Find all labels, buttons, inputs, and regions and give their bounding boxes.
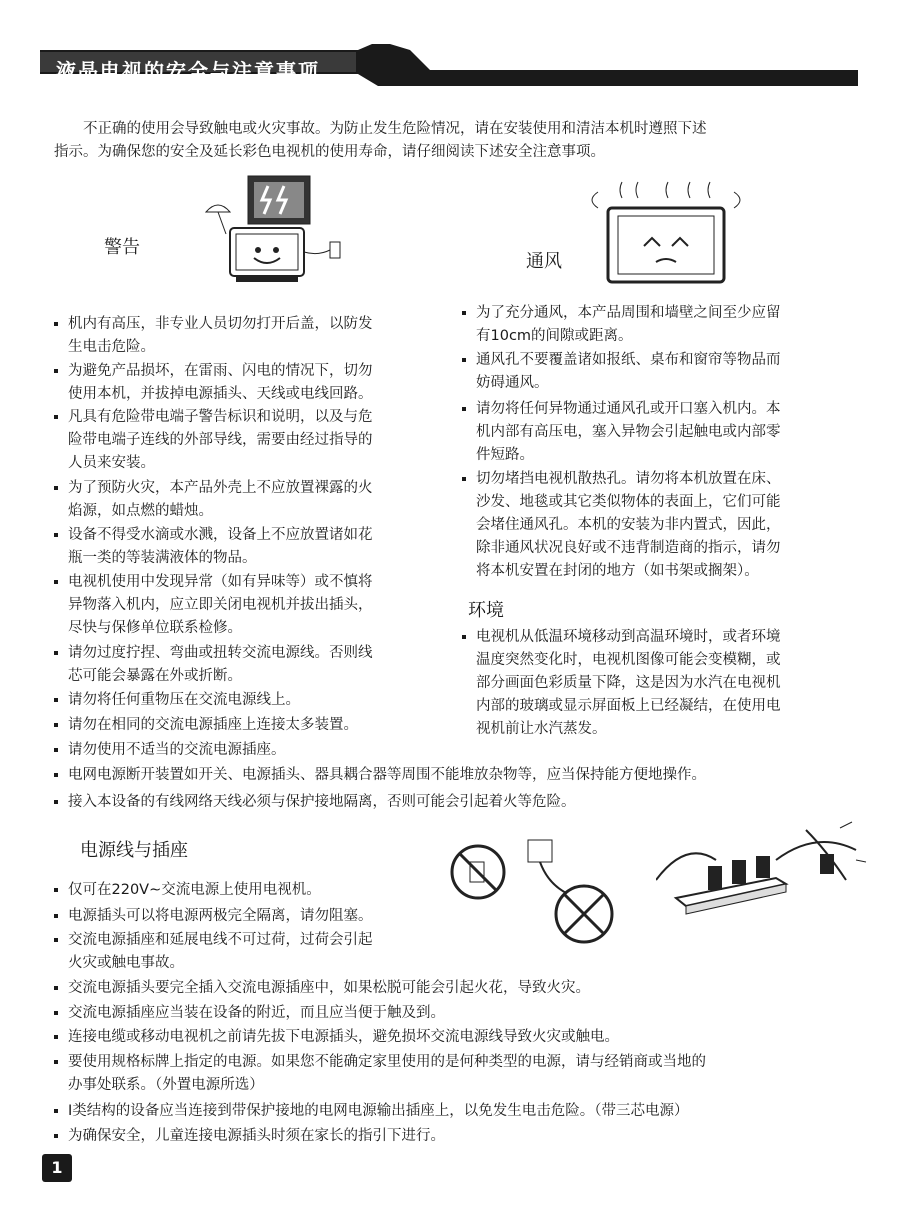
warning-item [54,477,373,523]
tv-lightning-illustration [196,172,348,290]
item-line: 交流电源插座应当装在设备的附近，而且应当便于触及到。 [68,1005,445,1021]
bullet-icon [54,773,58,777]
item-line: 视机前让水汽蒸发。 [476,721,607,737]
item-line: 请勿使用不适当的交流电源插座。 [68,742,286,758]
item-line: 连接电缆或移动电视机之前请先拔下电源插头，避免损坏交流电源线导致火灾或触电。 [68,1029,619,1045]
environment-item [462,626,781,741]
item-line: 妨碍通风。 [476,375,549,391]
item-line: 机内部有高压电，塞入异物会引起触电或内部零 [476,424,781,440]
item-line: 为了预防火灾，本产品外壳上不应放置裸露的火 [68,480,373,496]
item-line: 请勿过度拧捏、弯曲或扭转交流电源线。否则线 [68,645,373,661]
ventilation-title: 通风 [526,251,562,272]
bullet-icon [54,698,58,702]
item-line: 接入本设备的有线网络天线必须与保护接地隔离，否则可能会引起着火等危险。 [68,794,576,810]
plug-prohibited-illustration [448,836,616,948]
bullet-icon [54,938,58,942]
item-line: 办事处联系。（外置电源所选） [68,1077,264,1093]
warning-title: 警告 [104,237,140,258]
tv-overheat-illustration [578,180,754,288]
item-line: 设备不得受水滴或水溅，设备上不应放置诸如花 [68,527,373,543]
item-line: 火灾或触电事故。 [68,955,184,971]
power-item [54,1026,619,1049]
bullet-icon [54,651,58,655]
bullet-icon [54,1035,58,1039]
item-line: 机内有高压，非专业人员切勿打开后盖，以防发 [68,316,373,332]
power-item [54,977,590,1000]
overloaded-outlet-illustration [656,820,868,920]
bullet-icon [54,533,58,537]
bullet-icon [54,800,58,804]
item-line: 为确保安全，儿童连接电源插头时须在家长的指引下进行。 [68,1128,445,1144]
item-line: Ⅰ类结构的设备应当连接到带保护接地的电网电源输出插座上，以免发生电击危险。（带三芯电源） [68,1103,689,1119]
bullet-icon [54,486,58,490]
item-line: 请勿将任何异物通过通风孔或开口塞入机内。本 [476,401,781,417]
bullet-icon [54,415,58,419]
bullet-icon [462,407,466,411]
item-line: 人员来安装。 [68,455,155,471]
bullet-icon [54,580,58,584]
item-line: 沙发、地毯或其它类似物体的表面上，它们可能 [476,494,781,510]
item-line: 内部的玻璃或显示屏面板上已经凝结，在使用电 [476,698,781,714]
item-line: 为了充分通风，本产品周围和墙壁之间至少应留 [476,305,781,321]
item-line: 切勿堵挡电视机散热孔。请勿将本机放置在床、 [476,471,781,487]
power-item [54,1051,706,1097]
item-line: 瓶一类的等装满液体的物品。 [68,550,257,566]
ventilation-item [462,468,781,583]
intro-line: 不正确的使用会导致触电或火灾事故。为防止发生危险情况，请在安装使用和清洁本机时遵照下述 [54,121,707,137]
item-line: 仅可在220V∼交流电源上使用电视机。 [68,882,321,898]
environment-title: 环境 [468,600,504,621]
item-line: 部分画面色彩质量下降，这是因为水汽在电视机 [476,675,781,691]
item-line: 电网电源断开装置如开关、电源插头、器具耦合器等周围不能堆放杂物等，应当保持能方便地操作。 [68,767,706,783]
bullet-icon [462,635,466,639]
intro-paragraph [54,118,707,164]
bullet-icon [54,888,58,892]
intro-line: 指示。为确保您的安全及延长彩色电视机的使用寿命，请仔细阅读下述安全注意事项。 [54,144,605,160]
page-number: 1 [42,1154,72,1182]
ventilation-item [462,302,781,348]
warning-item [54,791,576,814]
power-title: 电源线与插座 [80,840,188,861]
item-line: 交流电源插座和延展电线不可过荷，过荷会引起 [68,932,373,948]
bullet-icon [462,358,466,362]
item-line: 焰源，如点燃的蜡烛。 [68,503,213,519]
warning-item [54,714,358,737]
warning-item [54,524,373,570]
power-item [54,1100,689,1123]
item-line: 凡具有危险带电端子警告标识和说明，以及与危 [68,409,373,425]
item-line: 有10cm的间隙或距离。 [476,328,633,344]
item-line: 通风孔不要覆盖诸如报纸、桌布和窗帘等物品而 [476,352,781,368]
ventilation-item [462,398,781,467]
bullet-icon [54,1060,58,1064]
item-line: 电视机使用中发现异常（如有异味等）或不慎将 [68,574,373,590]
power-item [54,1125,445,1148]
item-line: 交流电源插头要完全插入交流电源插座中，如果松脱可能会引起火花，导致火灾。 [68,980,590,996]
item-line: 异物落入机内，应立即关闭电视机并拔出插头， [68,597,373,613]
warning-item [54,571,373,640]
item-line: 件短路。 [476,447,534,463]
warning-item [54,689,300,712]
page-title: 液晶电视的安全与注意事项 [56,59,320,83]
item-line: 芯可能会暴露在外或折断。 [68,668,242,684]
ventilation-item [462,349,781,395]
bullet-icon [462,311,466,315]
bullet-icon [54,723,58,727]
warning-item [54,313,373,359]
warning-item [54,739,286,762]
item-line: 尽快与保修单位联系检修。 [68,620,242,636]
power-item [54,879,321,902]
bullet-icon [54,1109,58,1113]
bullet-icon [462,477,466,481]
power-item [54,905,373,928]
item-line: 除非通风状况良好或不违背制造商的指示，请勿 [476,540,781,556]
item-line: 险带电端子连线的外部导线，需要由经过指导的 [68,432,373,448]
bullet-icon [54,748,58,752]
warning-item [54,764,706,787]
bullet-icon [54,1134,58,1138]
bullet-icon [54,369,58,373]
bullet-icon [54,986,58,990]
item-line: 电源插头可以将电源两极完全隔离，请勿阻塞。 [68,908,373,924]
item-line: 将本机安置在封闭的地方（如书架或搁架）。 [476,563,759,579]
bullet-icon [54,914,58,918]
power-item [54,1002,445,1025]
item-line: 请勿将任何重物压在交流电源线上。 [68,692,300,708]
warning-item [54,642,373,688]
power-item [54,929,373,975]
warning-item [54,360,373,406]
item-line: 电视机从低温环境移动到高温环境时，或者环境 [476,629,781,645]
item-line: 温度突然变化时，电视机图像可能会变模糊，或 [476,652,781,668]
item-line: 请勿在相同的交流电源插座上连接太多装置。 [68,717,358,733]
item-line: 会堵住通风孔。本机的安装为非内置式，因此， [476,517,781,533]
warning-item [54,406,373,475]
bullet-icon [54,322,58,326]
item-line: 使用本机，并拔掉电源插头、天线或电线回路。 [68,386,373,402]
item-line: 生电击危险。 [68,339,155,355]
item-line: 要使用规格标牌上指定的电源。如果您不能确定家里使用的是何种类型的电源，请与经销商或当地的 [68,1054,706,1070]
item-line: 为避免产品损坏，在雷雨、闪电的情况下，切勿 [68,363,373,379]
bullet-icon [54,1011,58,1015]
